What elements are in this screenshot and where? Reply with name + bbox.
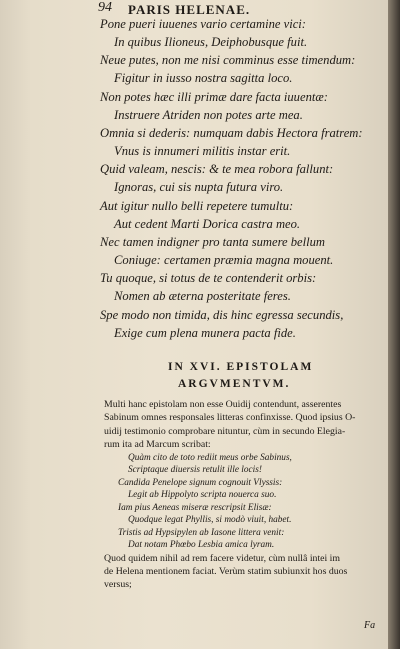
prose-line: Sabinum omnes responsales litteras confinxisse. Quod ipsius O- xyxy=(104,412,356,424)
quoted-verse-line: Iam pius Aeneas miseræ rescripsit Elisæ: xyxy=(118,502,272,513)
section-subtitle: ARGVMENTVM. xyxy=(178,378,291,390)
page-edge xyxy=(388,0,400,649)
running-title: PARIS HELENAE. xyxy=(128,2,251,17)
quoted-verse-line: Legit ab Hippolyto scripta nouerca suo. xyxy=(128,490,277,501)
poem-block xyxy=(100,15,385,342)
verse-line: Figitur in iusso nostra sagitta loco. xyxy=(114,71,293,86)
verse-line: Neue putes, non me nisi comminus esse timendum: xyxy=(100,53,356,68)
verse-line: Coniuge: certamen præmia magna mouent. xyxy=(114,253,334,268)
verse-line: Tu quoque, si totus de te contenderit orbis: xyxy=(100,271,317,286)
verse-line: Omnia si dederis: numquam dabis Hectora fratrem: xyxy=(100,125,363,140)
verse-line: Instruere Atriden non potes arte mea. xyxy=(114,107,303,122)
prose-line: Quod quidem nihil ad rem facere videtur, cùm nullâ intei im xyxy=(104,552,341,564)
quoted-verse-line: Quodque legat Phyllis, si modò viuit, habet. xyxy=(128,515,292,526)
page-number: 94 xyxy=(98,0,112,15)
verse-line: In quibus Ilioneus, Deiphobusque fuit. xyxy=(114,35,308,50)
verse-line: Non potes hæc illi primæ dare facta iuuentæ: xyxy=(100,89,328,104)
argument-text xyxy=(104,398,386,592)
prose-line: rum ita ad Marcum scribat: xyxy=(104,439,211,451)
quoted-verse-line: Scriptaque diuersis retulit ille locis! xyxy=(128,465,262,476)
quoted-verse-line: Quàm cito de toto rediit meus orbe Sabinus, xyxy=(128,452,292,463)
quoted-verse-line: Tristis ad Hypsipylen ab Iasone littera venit: xyxy=(118,527,285,538)
verse-line: Pone pueri iuuenes vario certamine vici: xyxy=(100,17,306,31)
prose-line: uidij testimonio comprobare nituntur, cùm in secundo Elegia- xyxy=(104,425,346,437)
verse-line: Aut igitur nullo belli repetere tumultu: xyxy=(100,198,294,213)
prose-line: Multi hanc epistolam non esse Ouidij contendunt, asserentes xyxy=(104,399,342,410)
prose-line: de Helena mentionem faciat. Verùm statim subiunxit hos duos xyxy=(104,566,348,578)
verse-line: Aut cedent Marti Dorica castra meo. xyxy=(114,216,301,231)
verse-line: Quid valeam, nescis: & te mea robora fallunt: xyxy=(100,162,334,177)
catchword: Fa xyxy=(364,620,376,631)
verse-line: Exige cum plena munera pacta fide. xyxy=(114,325,296,340)
verse-line: Vnus is innumeri militis instar erit. xyxy=(114,144,291,159)
quoted-verse-line: Candida Penelope signum cognouit Vlyssis: xyxy=(118,477,283,488)
verse-line: Nomen ab æterna posteritate feres. xyxy=(114,289,291,304)
quoted-verse-line: Dat notam Phœbo Lesbia amica lyram. xyxy=(128,540,275,551)
verse-line: Nec tamen indigner pro tanta sumere bellum xyxy=(100,234,326,249)
verse-line: Spe modo non timida, dis hinc egressa secundis, xyxy=(100,307,344,322)
prose-line: versus; xyxy=(104,579,132,591)
verse-line: Ignoras, cui sis nupta futura viro. xyxy=(114,180,284,195)
section-title: IN XVI. EPISTOLAM xyxy=(168,361,314,373)
